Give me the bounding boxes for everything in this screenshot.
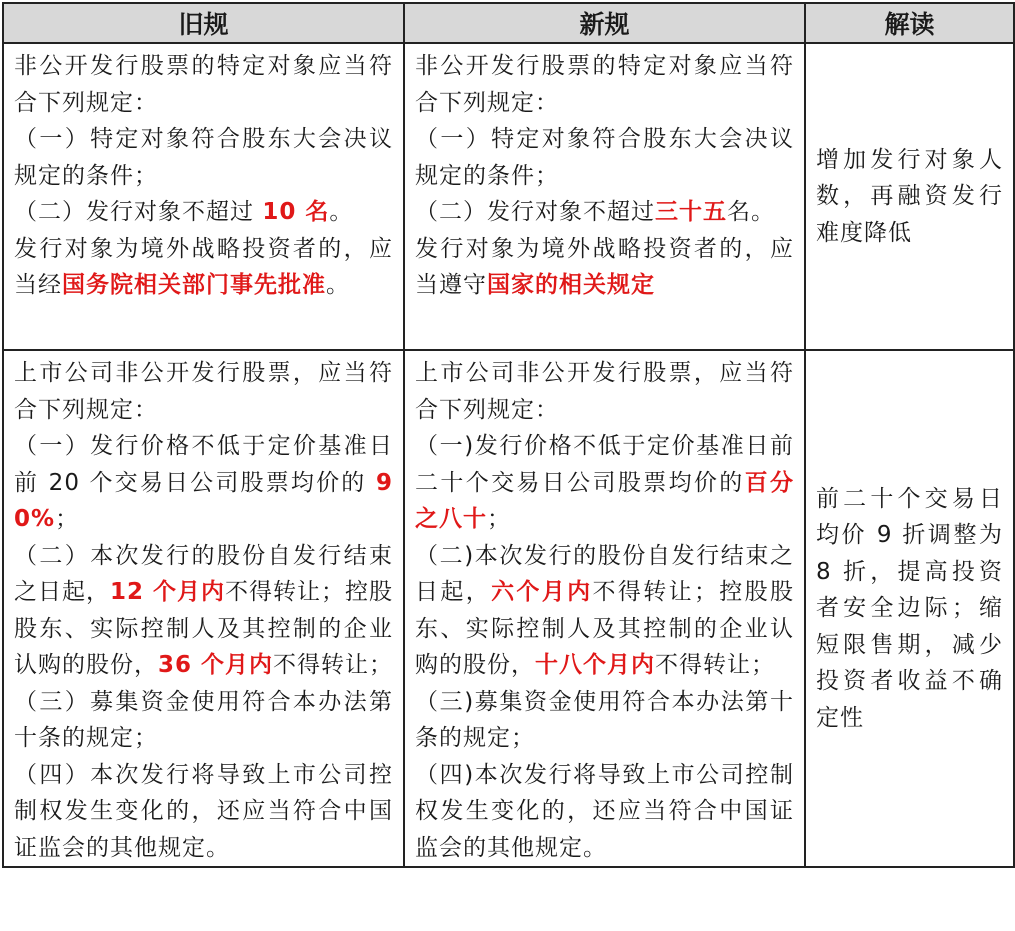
highlighted-text: 90% xyxy=(14,469,393,532)
highlighted-text: 12 个月内 xyxy=(110,579,226,605)
cell-text: 。 xyxy=(326,272,350,298)
cell-text: （三）募集资金使用符合本办法第十条的规定； xyxy=(14,688,393,751)
highlighted-text: 10 名 xyxy=(262,199,330,225)
new-rule-cell xyxy=(404,43,805,350)
old-rule-cell xyxy=(3,350,404,867)
cell-text: 不得转让； xyxy=(655,652,775,678)
cell-text: （一）特定对象符合股东大会决议规定的条件； xyxy=(415,126,794,189)
highlighted-text: 十八个月内 xyxy=(535,652,655,678)
cell-text: （二）本次发行的股份自发行结束之日起， xyxy=(14,542,393,605)
interpretation-cell: 前二十个交易日均价 9 折调整为 8 折，提高投资者安全边际；缩短限售期，减少投资者收益不确定性 xyxy=(805,350,1014,867)
cell-text: 非公开发行股票的特定对象应当符合下列规定： xyxy=(14,53,393,116)
highlighted-text: 国务院相关部门事先批准 xyxy=(62,272,326,298)
cell-text: 发行对象为境外战略投资者的，应当经 xyxy=(14,235,393,298)
highlighted-text: 国家的相关规定 xyxy=(487,272,655,298)
cell-text: 发行对象为境外战略投资者的，应当遵守 xyxy=(415,235,794,298)
cell-text: （一）发行价格不低于定价基准日前 20 个交易日公司股票均价的 xyxy=(14,433,393,496)
highlighted-text: 百分之八十 xyxy=(415,469,795,532)
cell-text: （三)募集资金使用符合本办法第十条的规定； xyxy=(415,688,794,751)
cell-text: 上市公司非公开发行股票，应当符合下列规定： xyxy=(14,360,393,423)
cell-text: （四）本次发行将导致上市公司控制权发生变化的，还应当符合中国证监会的其他规定。 xyxy=(14,761,393,861)
cell-text: （二）发行对象不超过 xyxy=(415,199,655,225)
cell-text: 不得转让；控股股东、实际控制人及其控制的企业认购的股份， xyxy=(415,579,795,678)
table-row xyxy=(3,43,1014,350)
highlighted-text: 六个月内 xyxy=(491,579,593,605)
cell-text: 上市公司非公开发行股票，应当符合下列规定： xyxy=(415,360,794,423)
cell-text: 名。 xyxy=(727,199,775,225)
cell-text: （四)本次发行将导致上市公司控制权发生变化的，还应当符合中国证监会的其他规定。 xyxy=(415,761,794,861)
new-rule-cell xyxy=(404,350,805,867)
cell-text: ； xyxy=(487,506,511,532)
interpretation-cell: 增加发行对象人数，再融资发行难度降低 xyxy=(805,43,1014,350)
cell-text: 非公开发行股票的特定对象应当符合下列规定： xyxy=(415,53,794,116)
highlighted-text: 三十五 xyxy=(655,199,727,225)
header-interpretation: 解读 xyxy=(805,3,1014,43)
table-row xyxy=(3,350,1014,867)
comparison-table xyxy=(2,2,1015,868)
cell-text: ； xyxy=(55,506,80,532)
cell-text: （一)发行价格不低于定价基准日前二十个交易日公司股票均价的 xyxy=(415,433,794,496)
cell-text: （一）特定对象符合股东大会决议规定的条件； xyxy=(14,126,393,189)
header-new-rules: 新规 xyxy=(404,3,805,43)
old-rule-cell xyxy=(3,43,404,350)
highlighted-text: 36 个月内 xyxy=(158,652,274,678)
header-old-rules: 旧规 xyxy=(3,3,404,43)
header-row xyxy=(3,3,1014,43)
cell-text: （二)本次发行的股份自发行结束之日起， xyxy=(415,542,794,605)
cell-text: （二）发行对象不超过 xyxy=(14,199,263,225)
cell-text: 不得转让；控股股东、实际控制人及其控制的企业认购的股份， xyxy=(14,579,394,678)
cell-text: 。 xyxy=(329,199,354,225)
cell-text: 不得转让； xyxy=(273,652,394,678)
